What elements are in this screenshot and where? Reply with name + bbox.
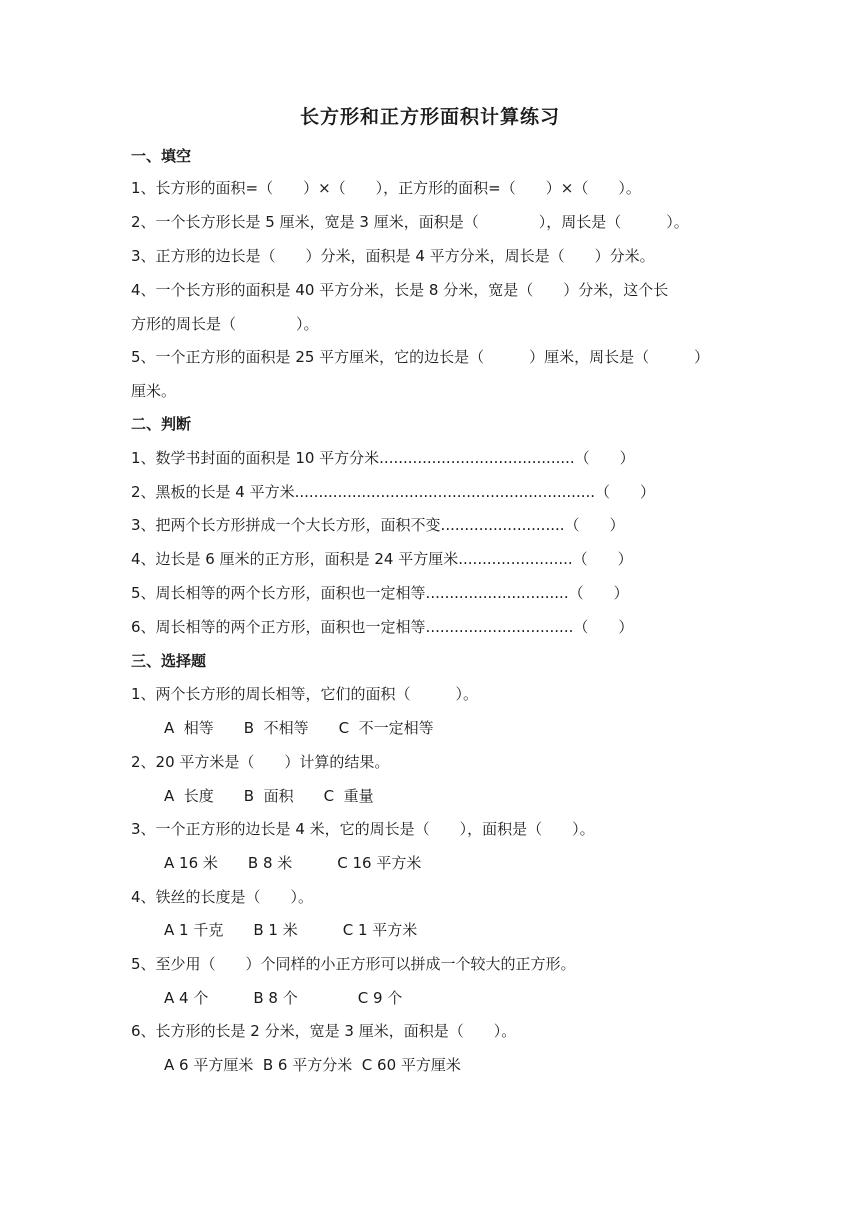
choice-question-6: 6、长方形的长是 2 分米，宽是 3 厘米，面积是（ ）。 xyxy=(131,1022,517,1040)
page-title: 长方形和正方形面积计算练习 xyxy=(299,106,560,128)
choice-options-2: A 长度 B 面积 C 重量 xyxy=(164,787,374,805)
fill-question-1: 1、长方形的面积=（ ）×（ ），正方形的面积=（ ）×（ ）。 xyxy=(131,179,641,197)
section-heading-judge: 二、判断 xyxy=(131,415,192,433)
section-heading-choice: 三、选择题 xyxy=(131,652,207,670)
choice-question-3: 3、一个正方形的边长是 4 米，它的周长是（ ），面积是（ ）。 xyxy=(131,820,595,838)
fill-question-2: 2、一个长方形长是 5 厘米，宽是 3 厘米，面积是（ ），周长是（ ）。 xyxy=(131,213,689,231)
choice-question-2: 2、20 平方米是（ ）计算的结果。 xyxy=(131,753,390,771)
choice-options-1: A 相等 B 不相等 C 不一定相等 xyxy=(164,719,434,737)
choice-options-3: A 16 米 B 8 米 C 16 平方米 xyxy=(164,854,422,872)
judge-question-4: 4、边长是 6 厘米的正方形，面积是 24 平方厘米........................（ ） xyxy=(131,550,633,568)
fill-question-5-continued: 厘米。 xyxy=(131,382,177,400)
judge-question-6: 6、周长相等的两个正方形，面积也一定相等...............................（ ） xyxy=(131,618,634,636)
choice-options-6: A 6 平方厘米 B 6 平方分米 C 60 平方厘米 xyxy=(164,1056,461,1074)
judge-question-1: 1、数学书封面的面积是 10 平方分米.........................................（ ） xyxy=(131,449,635,467)
fill-question-3: 3、正方形的边长是（ ）分米，面积是 4 平方分米，周长是（ ）分米。 xyxy=(131,247,655,265)
choice-question-4: 4、铁丝的长度是（ ）。 xyxy=(131,888,314,906)
judge-question-5: 5、周长相等的两个长方形，面积也一定相等..............................（ ） xyxy=(131,584,629,602)
section-heading-fill: 一、填空 xyxy=(131,147,192,165)
choice-options-4: A 1 千克 B 1 米 C 1 平方米 xyxy=(164,921,418,939)
fill-question-4: 4、一个长方形的面积是 40 平方分米，长是 8 分米，宽是（ ）分米，这个长 xyxy=(131,281,669,299)
judge-question-3: 3、把两个长方形拼成一个大长方形，面积不变..........................（ ） xyxy=(131,516,625,534)
choice-question-5: 5、至少用（ ）个同样的小正方形可以拼成一个较大的正方形。 xyxy=(131,955,576,973)
choice-question-1: 1、两个长方形的周长相等，它们的面积（ ）。 xyxy=(131,685,479,703)
judge-question-2: 2、黑板的长是 4 平方米...............................................................（ ） xyxy=(131,483,656,501)
fill-question-4-continued: 方形的周长是（ ）。 xyxy=(131,315,319,333)
fill-question-5: 5、一个正方形的面积是 25 平方厘米，它的边长是（ ）厘米，周长是（ ） xyxy=(131,348,710,366)
choice-options-5: A 4 个 B 8 个 C 9 个 xyxy=(164,989,403,1007)
